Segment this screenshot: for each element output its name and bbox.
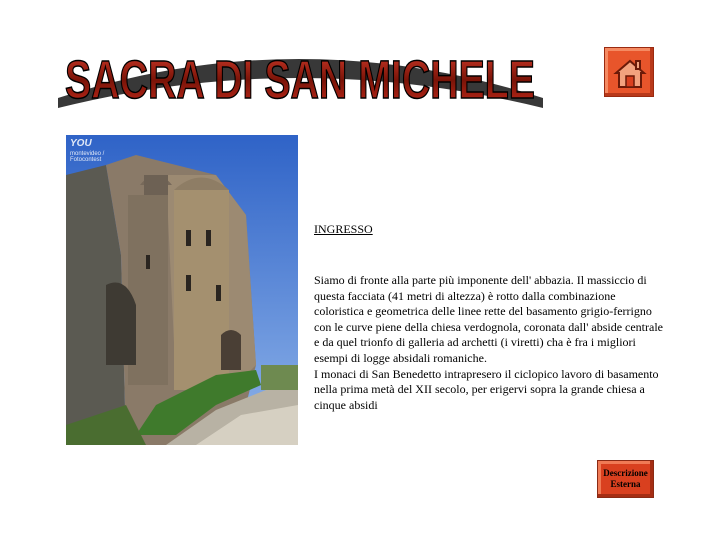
watermark-title: YOU [70, 138, 92, 149]
photo-watermark [70, 139, 112, 163]
section-body [314, 273, 664, 413]
section-title: INGRESSO [314, 222, 373, 236]
home-icon [612, 55, 648, 91]
watermark-subtitle: montevideo / Fotocontest [70, 151, 105, 163]
button-label-line2: Esterna [610, 479, 641, 489]
section-paragraph: I monaci di San Benedetto intrapresero il ciclopico lavoro di basamento nella prima metà del XII secolo, per erigervi sopra la grande chiesa a cinque absidi [314, 366, 659, 412]
title-banner [58, 40, 543, 112]
home-button[interactable] [604, 47, 654, 97]
descrizione-esterna-button[interactable] [597, 460, 654, 498]
abbey-photo [66, 135, 298, 445]
banner-text: SACRA DI SAN MICHELE [65, 50, 535, 110]
section-paragraph: Siamo di fronte alla parte più imponente dell' abbazia. Il massiccio di questa facciata (41 metri di altezza) è rotto dalla combinazione coloristica e geometrica delle linee rette del basamento grigio-ferrigno con le curve piene della chiesa verdognola, coronata dall' abside centrale e da quel trionfo di galleria ad archetti (i viretti) cha è fra i migliori esempi di logge absidali romaniche. [314, 273, 663, 365]
button-label-line1: Descrizione [603, 468, 648, 478]
